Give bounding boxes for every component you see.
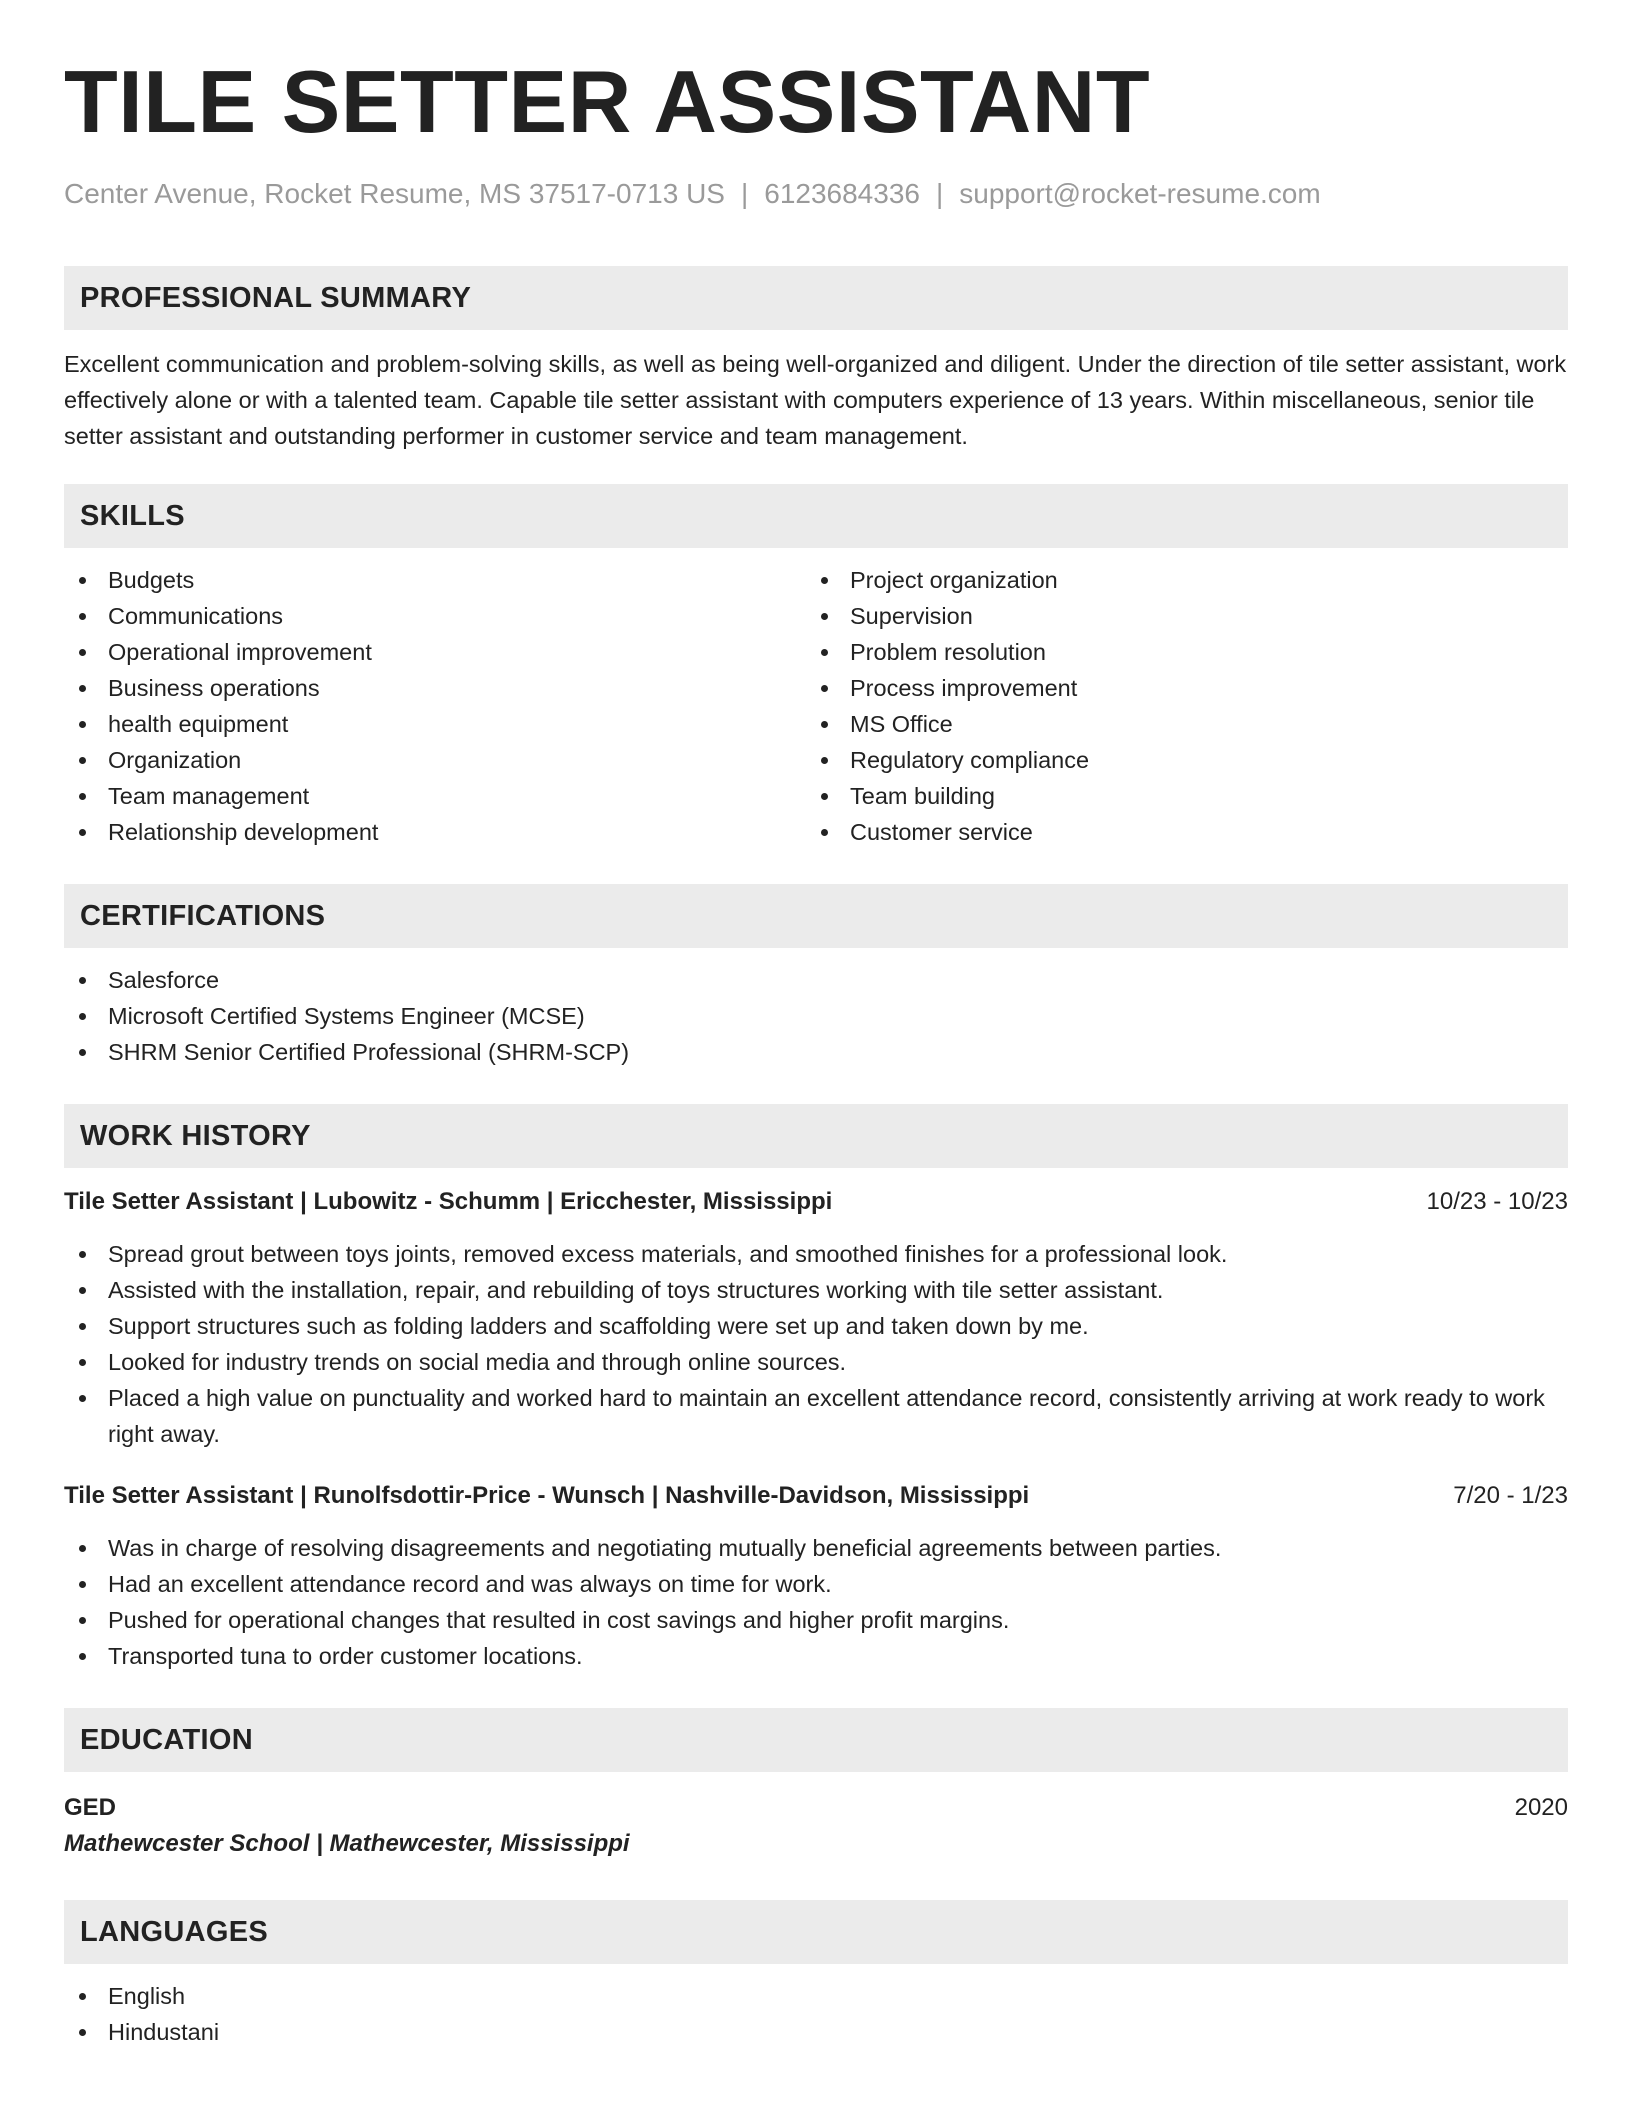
education-section-header xyxy=(64,1708,1568,1772)
skill-item: Supervision xyxy=(806,598,1548,634)
job-bullet: Had an excellent attendance record and was always on time for work. xyxy=(64,1566,1568,1602)
contact-separator: | xyxy=(935,178,944,209)
skill-item: Operational improvement xyxy=(64,634,806,670)
job-title: Tile Setter Assistant | Lubowitz - Schumm | Ericchester, Mississippi xyxy=(64,1188,833,1215)
job-entry xyxy=(64,1478,1568,1674)
skills-list xyxy=(64,562,1568,850)
job-bullet: Was in charge of resolving disagreements and negotiating mutually beneficial agreements between parties. xyxy=(64,1530,1568,1566)
contact-address: Center Avenue, Rocket Resume, MS 37517-0713 US xyxy=(64,178,725,209)
job-bullet: Pushed for operational changes that resulted in cost savings and higher profit margins. xyxy=(64,1602,1568,1638)
skill-item: Team building xyxy=(806,778,1548,814)
certifications-section-header xyxy=(64,884,1568,948)
job-bullet: Support structures such as folding ladders and scaffolding were set up and taken down by me. xyxy=(64,1308,1568,1344)
job-bullets xyxy=(64,1530,1568,1674)
certification-item: SHRM Senior Certified Professional (SHRM-SCP) xyxy=(64,1034,1568,1070)
certifications-heading: CERTIFICATIONS xyxy=(80,899,326,932)
education-entry xyxy=(64,1790,1568,1862)
skill-item: health equipment xyxy=(64,706,806,742)
job-header xyxy=(64,1184,1568,1220)
work-heading: WORK HISTORY xyxy=(80,1119,311,1152)
skill-item: Budgets xyxy=(64,562,806,598)
education-school: Mathewcester School | Mathewcester, Mississippi xyxy=(64,1830,630,1857)
languages-heading: LANGUAGES xyxy=(80,1915,268,1948)
skill-item: Project organization xyxy=(806,562,1548,598)
job-entry xyxy=(64,1184,1568,1452)
language-item: Hindustani xyxy=(64,2014,1568,2050)
languages-section-header xyxy=(64,1900,1568,1964)
contact-email: support@rocket-resume.com xyxy=(959,178,1321,209)
skills-column-left xyxy=(64,562,806,850)
skill-item: Regulatory compliance xyxy=(806,742,1548,778)
job-header xyxy=(64,1478,1568,1514)
languages-list xyxy=(64,1978,1568,2050)
certifications-list xyxy=(64,962,1568,1070)
skill-item: Communications xyxy=(64,598,806,634)
skill-item: Team management xyxy=(64,778,806,814)
skill-item: Process improvement xyxy=(806,670,1548,706)
certification-item: Microsoft Certified Systems Engineer (MCSE) xyxy=(64,998,1568,1034)
contact-phone: 6123684336 xyxy=(764,178,920,209)
job-dates: 7/20 - 1/23 xyxy=(1453,1482,1568,1509)
education-degree: GED xyxy=(64,1794,117,1821)
job-bullets xyxy=(64,1236,1568,1452)
summary-heading: PROFESSIONAL SUMMARY xyxy=(80,281,472,314)
job-bullet: Looked for industry trends on social media and through online sources. xyxy=(64,1344,1568,1380)
education-heading: EDUCATION xyxy=(80,1723,253,1756)
skill-item: Business operations xyxy=(64,670,806,706)
job-bullet: Spread grout between toys joints, removed excess materials, and smoothed finishes for a professional look. xyxy=(64,1236,1568,1272)
education-header xyxy=(64,1790,1568,1826)
job-title: Tile Setter Assistant | Runolfsdottir-Price - Wunsch | Nashville-Davidson, Mississippi xyxy=(64,1482,1030,1509)
resume-page xyxy=(64,0,1568,2050)
summary-section-header xyxy=(64,266,1568,330)
job-bullet: Transported tuna to order customer locations. xyxy=(64,1638,1568,1674)
skills-heading: SKILLS xyxy=(80,499,185,532)
skill-item: Problem resolution xyxy=(806,634,1548,670)
skills-section-header xyxy=(64,484,1568,548)
job-dates: 10/23 - 10/23 xyxy=(1426,1188,1568,1215)
education-year: 2020 xyxy=(1514,1794,1568,1821)
resume-name: TILE SETTER ASSISTANT xyxy=(64,52,1151,151)
skill-item: MS Office xyxy=(806,706,1548,742)
skill-item: Customer service xyxy=(806,814,1548,850)
work-section-header xyxy=(64,1104,1568,1168)
contact-separator: | xyxy=(740,178,749,209)
job-bullet: Placed a high value on punctuality and worked hard to maintain an excellent attendance record, consistently arriving at work ready to work right away. xyxy=(64,1380,1568,1452)
skill-item: Organization xyxy=(64,742,806,778)
job-bullet: Assisted with the installation, repair, and rebuilding of toys structures working with tile setter assistant. xyxy=(64,1272,1568,1308)
skill-item: Relationship development xyxy=(64,814,806,850)
certification-item: Salesforce xyxy=(64,962,1568,998)
contact-line xyxy=(64,176,1568,212)
summary-text: Excellent communication and problem-solving skills, as well as being well-organized and diligent. Under the direction of tile setter assistant, work effectively alone or with a talented team. Capable tile setter assistant with computers experience of 13 years. Within miscellaneous, senior tile setter assistant and outstanding performer in customer service and team management. xyxy=(64,351,1567,449)
skills-column-right xyxy=(806,562,1548,850)
language-item: English xyxy=(64,1978,1568,2014)
